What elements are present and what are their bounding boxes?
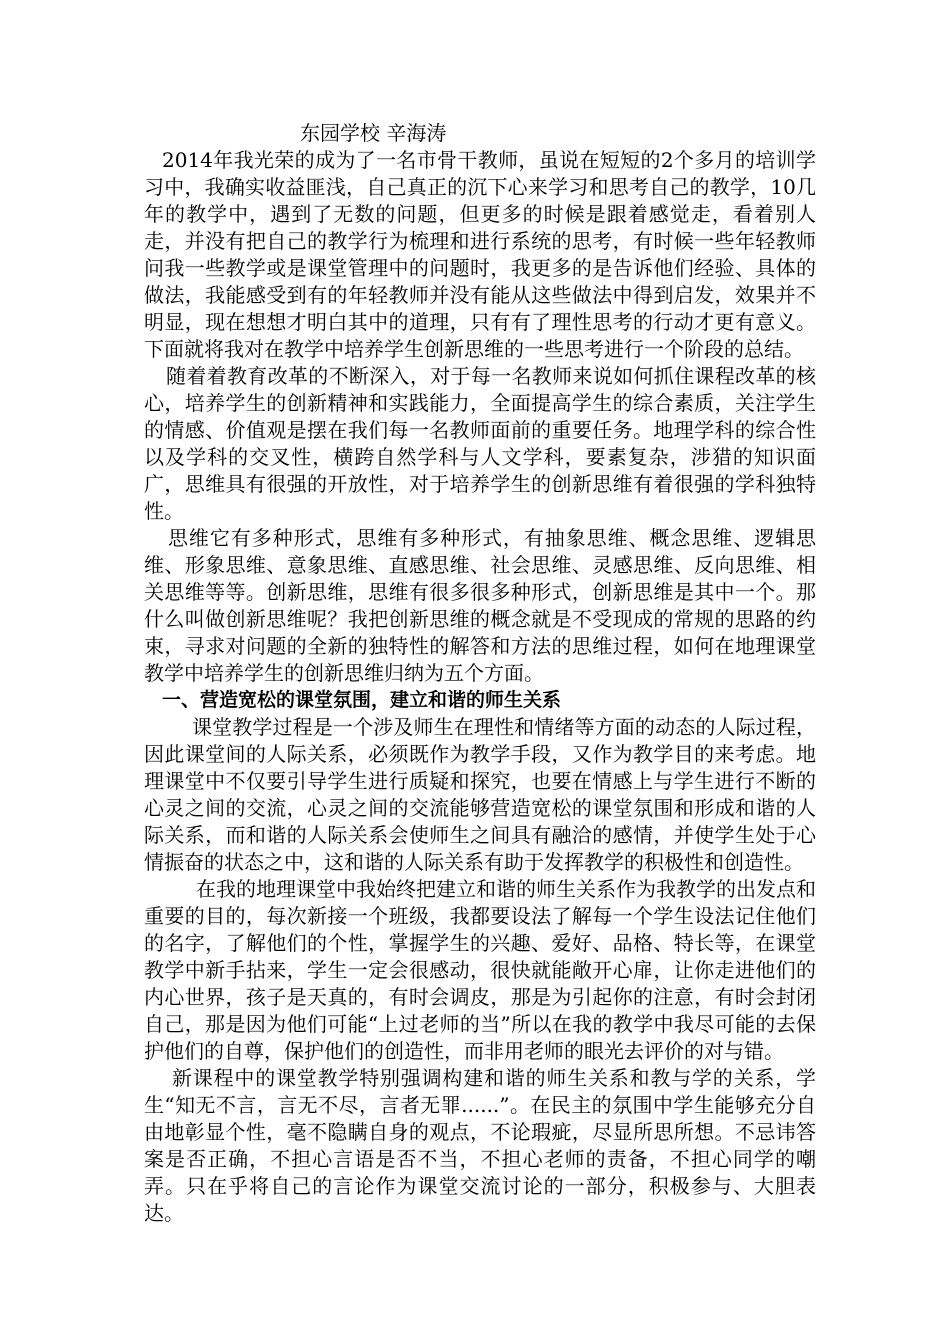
document-body [144,120,816,1227]
paragraph-classroom-relations: 课堂教学过程是一个涉及师生在理性和情绪等方面的动态的人际过程，因此课堂间的人际关系，必须既作为教学手段，又作为教学目的来考虑。地理课堂中不仅要引导学生进行质疑和探究，也要在情感上与学生进行不断的心灵之间的交流，心灵之间的交流能够营造宽松的课堂氛围和形成和谐的人际关系，而和谐的人际关系会使师生之间具有融洽的感情，并使学生处于心情振奋的状态之中，这和谐的人际关系有助于发挥教学的积极性和创造性。 [144,715,816,874]
paragraph-thinking-forms: 思维它有多种形式，思维有多种形式，有抽象思维、概念思维、逻辑思维、形象思维、意象思维、直感思维、社会思维、灵感思维、反向思维、相关思维等等。创新思维，思维有很多很多种形式，创新思维是其中一个。那什么叫做创新思维呢？我把创新思维的概念就是不受现成的常规的思路的约束，寻求对问题的全新的独特性的解答和方法的思维过程，如何在地理课堂教学中培养学生的创新思维归纳为五个方面。 [144,526,816,685]
paragraph-my-classroom: 在我的地理课堂中我始终把建立和谐的师生关系作为我教学的出发点和重要的目的，每次新接一个班级，我都要设法了解每一个学生设法记住他们的名字，了解他们的个性，掌握学生的兴趣、爱好、品格、特长等，在课堂教学中新手拈来，学生一定会很感动，很快就能敞开心扉，让你走进他们的内心世界，孩子是天真的，有时会调皮，那是为引起你的注意，有时会封闭自己，那是因为他们可能“上过老师的当”所以在我的教学中我尽可能的去保护他们的自尊，保护他们的创造性，而非用老师的眼光去评价的对与错。 [144,877,816,1063]
author-byline: 东园学校 辛海涛 [300,121,447,145]
paragraph-new-curriculum: 新课程中的课堂教学特别强调构建和谐的师生关系和教与学的关系，学生“知无不言，言无不尽，言者无罪......”。在民主的氛围中学生能够充分自由地彰显个性，毫不隐瞒自身的观点，不论瑕疵，尽显所思所想。不忌讳答案是否正确，不担心言语是否不当，不担心老师的责备，不担心同学的嘲弄。只在乎将自己的言论作为课堂交流讨论的一部分，积极参与、大胆表达。 [144,1066,816,1225]
paragraph-intro: 2014年我光荣的成为了一名市骨干教师，虽说在短短的2个多月的培训学习中，我确实收益匪浅，自己真正的沉下心来学习和思考自己的教学，10几年的教学中，遇到了无数的问题，但更多的时候是跟着感觉走，看着别人走，并没有把自己的教学行为梳理和进行系统的思考，有时候一些年轻教师问我一些教学或是课堂管理中的问题时，我更多的是告诉他们经验、具体的做法，我能感受到有的年轻教师并没有能从这些做法中得到启发，效果并不明显，现在想想才明白其中的道理，只有有了理性思考的行动才更有意义。下面就将我对在教学中培养学生创新思维的一些思考进行一个阶段的总结。 [144,148,816,361]
paragraph-reform: 随着着教育改革的不断深入，对于每一名教师来说如何抓住课程改革的核心，培养学生的创新精神和实践能力，全面提高学生的综合素质，关注学生的情感、价值观是摆在我们每一名教师面前的重要任务。地理学科的综合性以及学科的交叉性，横跨自然学科与人文学科，要素复杂，涉猎的知识面广，思维具有很强的开放性，对于培养学生的创新思维有着很强的学科独特性。 [144,364,816,523]
section-heading: 一、营造宽松的课堂氛围，建立和谐的师生关系 [162,689,562,711]
